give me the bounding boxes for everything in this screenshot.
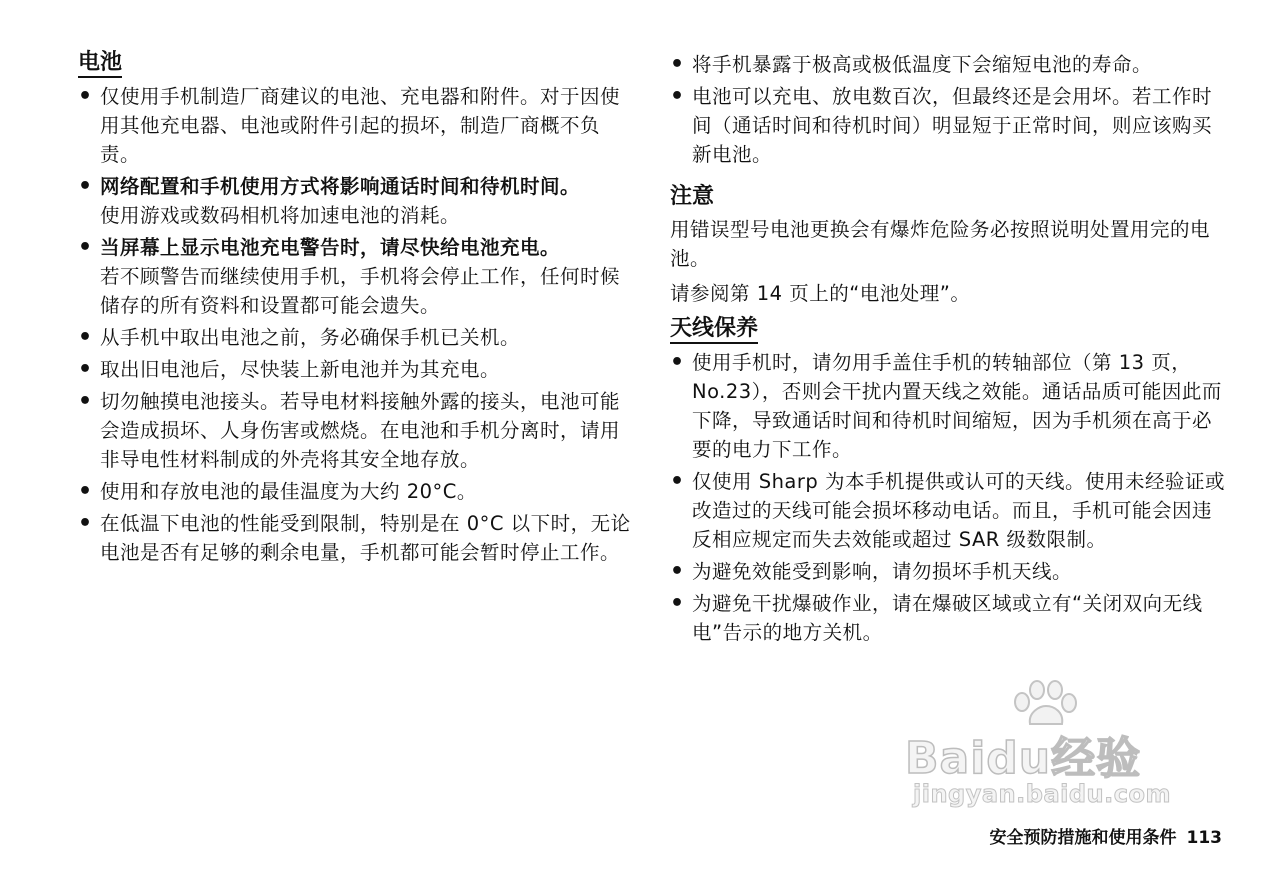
battery-list xyxy=(78,82,634,567)
battery-item-5-text: 取出旧电池后，尽快装上新电池并为其充电。 xyxy=(100,358,501,381)
antenna-item-4-text: 为避免干扰爆破作业，请在爆破区域或立有“关闭双向无线电”告示的地方关机。 xyxy=(692,592,1203,644)
antenna-item-3 xyxy=(670,557,1226,586)
battery-cont-item-1-text: 将手机暴露于极高或极低温度下会缩短电池的寿命。 xyxy=(692,53,1153,76)
watermark-url: jingyan.baidu.com xyxy=(913,780,1171,808)
note-paragraph-2: 请参阅第 14 页上的“电池处理”。 xyxy=(670,282,971,305)
battery-item-1 xyxy=(78,82,634,169)
antenna-item-2 xyxy=(670,467,1226,554)
paw-print-icon xyxy=(1010,680,1080,728)
antenna-item-1-text: 使用手机时，请勿用手盖住手机的转轴部位（第 13 页， No.23），否则会干扰内置天线之效能。通话品质可能因此而下降，导致通话时间和待机时间缩短，因为手机须在高于必要的电力下工作。 xyxy=(692,351,1222,461)
antenna-item-4 xyxy=(670,589,1226,647)
battery-item-7 xyxy=(78,477,634,506)
antenna-item-1 xyxy=(670,348,1226,464)
antenna-item-3-text: 为避免效能受到影响，请勿损坏手机天线。 xyxy=(692,560,1073,583)
baidu-jingyan-watermark xyxy=(905,680,1205,815)
right-column xyxy=(670,50,1226,650)
battery-heading: 电池 xyxy=(78,50,122,78)
battery-item-6 xyxy=(78,387,634,474)
antenna-list xyxy=(670,348,1226,647)
battery-item-8-text: 在低温下电池的性能受到限制，特别是在 0°C 以下时，无论电池是否有足够的剩余电量，手机都可能会暂时停止工作。 xyxy=(100,512,631,564)
battery-item-4-text: 从手机中取出电池之前，务必确保手机已关机。 xyxy=(100,326,521,349)
battery-item-4 xyxy=(78,323,634,352)
page-footer xyxy=(990,823,1223,848)
page-number: 113 xyxy=(1186,828,1222,848)
antenna-section xyxy=(670,316,1226,647)
left-column xyxy=(78,50,634,570)
note-heading: 注意 xyxy=(670,184,715,209)
battery-cont-item-1 xyxy=(670,50,1226,79)
battery-item-2-text: 使用游戏或数码相机将加速电池的消耗。 xyxy=(100,204,461,227)
battery-item-6-text: 切勿触摸电池接头。若导电材料接触外露的接头，电池可能会造成损坏、人身伤害或燃烧。在电池和手机分离时，请用非导电性材料制成的外壳将其安全地存放。 xyxy=(100,390,621,471)
battery-section xyxy=(78,50,634,567)
battery-item-7-text: 使用和存放电池的最佳温度为大约 20°C。 xyxy=(100,480,477,503)
battery-item-8 xyxy=(78,509,634,567)
antenna-heading: 天线保养 xyxy=(670,316,758,344)
battery-item-3 xyxy=(78,233,634,320)
footer-title: 安全预防措施和使用条件 xyxy=(989,828,1177,848)
battery-item-1-text: 仅使用手机制造厂商建议的电池、充电器和附件。对于因使用其他充电器、电池或附件引起的损坏，制造厂商概不负责。 xyxy=(100,85,621,166)
note-section xyxy=(670,183,1226,308)
battery-item-2 xyxy=(78,172,634,230)
note-paragraph-1: 用错误型号电池更换会有爆炸危险务必按照说明处置用完的电池。 xyxy=(670,218,1211,270)
battery-cont-item-2 xyxy=(670,82,1226,169)
battery-item-5 xyxy=(78,355,634,384)
antenna-item-2-text: 仅使用 Sharp 为本手机提供或认可的天线。使用未经验证或改造过的天线可能会损坏移动电话。而且，手机可能会因违反相应规定而失去效能或超过 SAR 级数限制。 xyxy=(692,470,1225,551)
battery-item-3-bold: 当屏幕上显示电池充电警告时，请尽快给电池充电。 xyxy=(100,236,561,259)
battery-cont-item-2-text: 电池可以充电、放电数百次，但最终还是会用坏。若工作时间（通话时间和待机时间）明显短于正常时间，则应该购买新电池。 xyxy=(692,85,1213,166)
battery-item-3-text: 若不顾警告而继续使用手机，手机将会停止工作，任何时候储存的所有资料和设置都可能会遗失。 xyxy=(100,265,621,317)
battery-item-2-bold: 网络配置和手机使用方式将影响通话时间和待机时间。 xyxy=(100,175,581,198)
battery-continued-list xyxy=(670,50,1226,169)
watermark-logo-text: Baidu经验 xyxy=(905,733,1142,784)
